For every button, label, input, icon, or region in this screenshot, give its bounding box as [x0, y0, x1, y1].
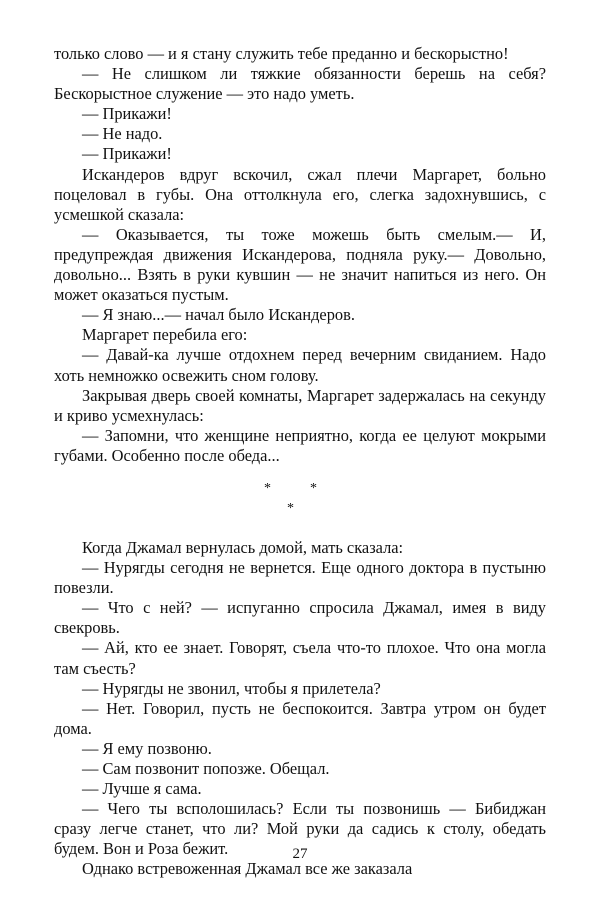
- section-two: [54, 538, 546, 880]
- paragraph: — Ай, кто ее знает. Говорят, съела что-то плохое. Что она могла там съесть?: [54, 638, 546, 678]
- paragraph: Когда Джамал вернулась домой, мать сказала:: [82, 537, 404, 557]
- separator-star: *: [287, 500, 294, 516]
- paragraph: — Чего ты всполошилась? Если ты позвонишь — Бибиджан сразу легче станет, что ли? Мой руки да садись к столу, обедать будем. Вон и Роза бежит.: [54, 799, 546, 859]
- book-page: [54, 44, 546, 880]
- paragraph: — Я ему позвоню.: [82, 738, 212, 758]
- paragraph: Маргарет перебила его:: [82, 325, 248, 345]
- paragraph: только слово — и я стану служить тебе преданно и бескорыстно!: [54, 44, 509, 63]
- separator-star: *: [264, 480, 271, 496]
- paragraph: — Прикажи!: [82, 144, 172, 164]
- paragraph: — Сам позвонит попозже. Обещал.: [82, 759, 330, 778]
- paragraph: Закрывая дверь своей комнаты, Маргарет задержалась на секунду и криво усмехнулась:: [54, 385, 546, 425]
- paragraph: — Оказывается, ты тоже можешь быть смелым.— И, предупреждая движения Искандерова, подняла руку.— Довольно, довольно... Взять в руки кувшин — не значит напиться из него. Он может оказаться пустым.: [54, 224, 546, 305]
- paragraph: — Нурягды сегодня не вернется. Еще одного доктора в пустыню повезли.: [54, 558, 546, 598]
- paragraph: Искандеров вдруг вскочил, сжал плечи Маргарет, больно поцеловал в губы. Она оттолкнула его, слегка задохнувшись, с усмешкой сказала:: [54, 164, 546, 224]
- paragraph: — Нет. Говорил, пусть не беспокоится. Завтра утром он будет дома.: [54, 698, 546, 738]
- section-separator: [54, 476, 546, 538]
- paragraph: Однако встревоженная Джамал все же заказала: [82, 859, 413, 879]
- section-one: [54, 44, 546, 466]
- paragraph: — Что с ней? — испуганно спросила Джамал, имея в виду свекровь.: [54, 598, 546, 638]
- paragraph: — Давай-ка лучше отдохнем перед вечерним свиданием. Надо хоть немножко освежить сном голову.: [54, 345, 546, 385]
- paragraph: — Лучше я сама.: [82, 779, 202, 799]
- page-number: 27: [292, 846, 308, 862]
- paragraph: — Прикажи!: [82, 104, 172, 124]
- paragraph: — Запомни, что женщине неприятно, когда ее целуют мокрыми губами. Особенно после обеда...: [54, 425, 546, 465]
- separator-star: *: [310, 480, 317, 496]
- paragraph: — Не надо.: [82, 124, 163, 144]
- paragraph: — Нурягды не звонил, чтобы я прилетела?: [82, 678, 381, 698]
- paragraph: — Я знаю...— начал было Искандеров.: [82, 305, 355, 325]
- paragraph: — Не слишком ли тяжкие обязанности берешь на себя? Бескорыстное служение — это надо уметь.: [54, 64, 546, 104]
